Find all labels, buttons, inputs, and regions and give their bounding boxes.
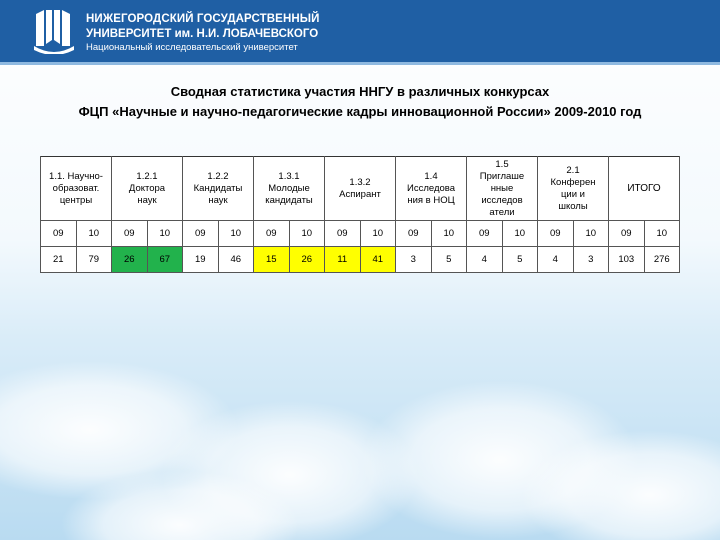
value-cell: 4 bbox=[538, 247, 574, 273]
value-cell: 3 bbox=[396, 247, 432, 273]
column-group-header: 1.4 Исследова ния в НОЦ bbox=[396, 157, 467, 221]
value-cell: 5 bbox=[502, 247, 538, 273]
year-cell: 10 bbox=[431, 221, 467, 247]
value-cell: 11 bbox=[325, 247, 361, 273]
value-cell: 5 bbox=[431, 247, 467, 273]
year-cell: 10 bbox=[502, 221, 538, 247]
year-cell: 10 bbox=[573, 221, 609, 247]
value-cell: 21 bbox=[41, 247, 77, 273]
year-cell: 09 bbox=[254, 221, 290, 247]
statistics-table bbox=[40, 156, 680, 273]
value-cell: 4 bbox=[467, 247, 503, 273]
table-year-row bbox=[41, 221, 680, 247]
year-cell: 09 bbox=[396, 221, 432, 247]
year-cell: 09 bbox=[325, 221, 361, 247]
page-title-line2: ФЦП «Научные и научно-педагогические кадры инновационной России» 2009-2010 год bbox=[78, 104, 642, 119]
column-group-header: 1.1. Научно- образоват. центры bbox=[41, 157, 112, 221]
page-title-line1: Сводная статистика участия ННГУ в различных конкурсах bbox=[170, 84, 550, 99]
value-cell: 19 bbox=[183, 247, 219, 273]
value-cell: 41 bbox=[360, 247, 396, 273]
value-cell: 67 bbox=[147, 247, 183, 273]
year-cell: 09 bbox=[183, 221, 219, 247]
column-group-header: 1.3.1 Молодые кандидаты bbox=[254, 157, 325, 221]
university-name-line1: НИЖЕГОРОДСКИЙ ГОСУДАРСТВЕННЫЙ bbox=[86, 13, 320, 25]
year-cell: 10 bbox=[360, 221, 396, 247]
year-cell: 09 bbox=[538, 221, 574, 247]
column-group-header: 1.2.2 Кандидаты наук bbox=[183, 157, 254, 221]
year-cell: 10 bbox=[147, 221, 183, 247]
column-group-header: 1.5 Приглаше нные исследов атели bbox=[467, 157, 538, 221]
value-cell: 26 bbox=[112, 247, 148, 273]
value-cell: 26 bbox=[289, 247, 325, 273]
value-cell: 15 bbox=[254, 247, 290, 273]
university-subtitle: Национальный исследовательский университет bbox=[86, 42, 298, 53]
year-cell: 10 bbox=[289, 221, 325, 247]
column-group-header: 1.2.1 Доктора наук bbox=[112, 157, 183, 221]
value-cell: 276 bbox=[644, 247, 680, 273]
header-divider bbox=[0, 62, 720, 65]
value-cell: 79 bbox=[76, 247, 112, 273]
year-cell: 10 bbox=[218, 221, 254, 247]
university-logo-icon bbox=[30, 6, 78, 54]
value-cell: 3 bbox=[573, 247, 609, 273]
value-cell: 103 bbox=[609, 247, 645, 273]
year-cell: 10 bbox=[76, 221, 112, 247]
university-name-line2: УНИВЕРСИТЕТ им. Н.И. ЛОБАЧЕВСКОГО bbox=[86, 28, 319, 40]
year-cell: 09 bbox=[467, 221, 503, 247]
value-cell: 46 bbox=[218, 247, 254, 273]
university-header-banner bbox=[0, 0, 720, 62]
year-cell: 09 bbox=[41, 221, 77, 247]
column-group-header: 2.1 Конферен ции и школы bbox=[538, 157, 609, 221]
table-header-row bbox=[41, 157, 680, 221]
table-values-row bbox=[41, 247, 680, 273]
column-group-header: 1.3.2 Аспирант bbox=[325, 157, 396, 221]
column-group-header: ИТОГО bbox=[609, 157, 680, 221]
year-cell: 09 bbox=[112, 221, 148, 247]
year-cell: 10 bbox=[644, 221, 680, 247]
year-cell: 09 bbox=[609, 221, 645, 247]
